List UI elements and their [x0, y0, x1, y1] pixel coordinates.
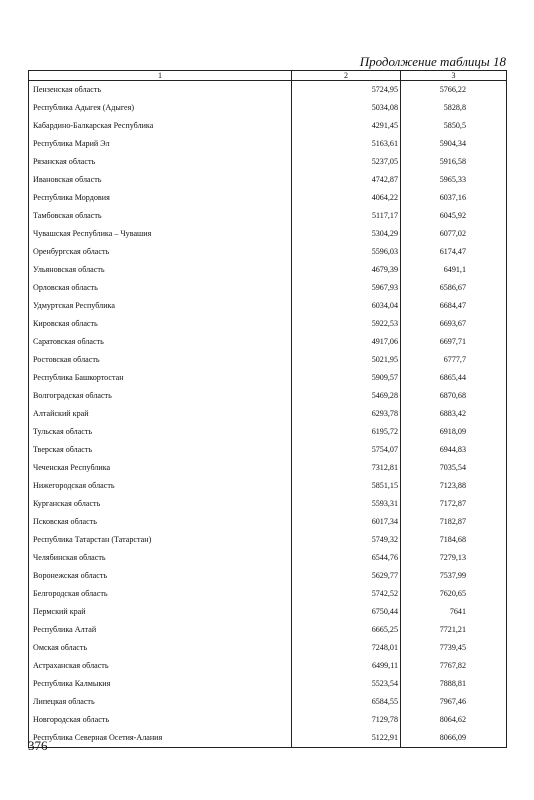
- value-cell-col3: 6944,83: [401, 441, 507, 459]
- region-name-cell: Пензенская область: [29, 81, 292, 100]
- region-name-cell: Омская область: [29, 639, 292, 657]
- table-row: [29, 117, 507, 135]
- value-cell-col3: 6586,67: [401, 279, 507, 297]
- value-cell-col2: 4917,06: [292, 333, 401, 351]
- region-name-cell: Кировская область: [29, 315, 292, 333]
- table-row: [29, 657, 507, 675]
- value-cell-col2: 5523,54: [292, 675, 401, 693]
- region-name-cell: Чеченская Республика: [29, 459, 292, 477]
- table-row: [29, 405, 507, 423]
- value-cell-col2: 5122,91: [292, 729, 401, 748]
- value-cell-col3: 7123,88: [401, 477, 507, 495]
- region-name-cell: Алтайский край: [29, 405, 292, 423]
- table-row: [29, 189, 507, 207]
- value-cell-col3: 6697,71: [401, 333, 507, 351]
- table-row: [29, 387, 507, 405]
- value-cell-col3: 5850,5: [401, 117, 507, 135]
- region-name-cell: Волгоградская область: [29, 387, 292, 405]
- value-cell-col3: 6870,68: [401, 387, 507, 405]
- region-name-cell: Республика Адыгея (Адыгея): [29, 99, 292, 117]
- value-cell-col3: 6693,67: [401, 315, 507, 333]
- value-cell-col2: 6584,55: [292, 693, 401, 711]
- value-cell-col2: 5034,08: [292, 99, 401, 117]
- value-cell-col2: 5117,17: [292, 207, 401, 225]
- value-cell-col3: 6174,47: [401, 243, 507, 261]
- table-row: [29, 603, 507, 621]
- region-name-cell: Чувашская Республика – Чувашия: [29, 225, 292, 243]
- region-name-cell: Пермский край: [29, 603, 292, 621]
- value-cell-col3: 6491,1: [401, 261, 507, 279]
- value-cell-col2: 6750,44: [292, 603, 401, 621]
- value-cell-col2: 7248,01: [292, 639, 401, 657]
- data-table: [28, 70, 507, 748]
- region-name-cell: Удмуртская Республика: [29, 297, 292, 315]
- table-row: [29, 441, 507, 459]
- value-cell-col3: 5965,33: [401, 171, 507, 189]
- table-row: [29, 315, 507, 333]
- column-header: 1: [29, 71, 292, 81]
- table-row: [29, 225, 507, 243]
- table-row: [29, 351, 507, 369]
- region-name-cell: Республика Татарстан (Татарстан): [29, 531, 292, 549]
- region-name-cell: Саратовская область: [29, 333, 292, 351]
- column-header: 2: [292, 71, 401, 81]
- value-cell-col2: 5749,32: [292, 531, 401, 549]
- table-header-row: [29, 71, 507, 81]
- region-name-cell: Республика Марий Эл: [29, 135, 292, 153]
- region-name-cell: Республика Алтай: [29, 621, 292, 639]
- region-name-cell: Тверская область: [29, 441, 292, 459]
- region-name-cell: Псковская область: [29, 513, 292, 531]
- table-row: [29, 171, 507, 189]
- value-cell-col2: 5237,05: [292, 153, 401, 171]
- region-name-cell: Орловская область: [29, 279, 292, 297]
- value-cell-col2: 6499,11: [292, 657, 401, 675]
- table-row: [29, 261, 507, 279]
- value-cell-col2: 5724,95: [292, 81, 401, 100]
- table-row: [29, 495, 507, 513]
- table-row: [29, 279, 507, 297]
- value-cell-col2: 5629,77: [292, 567, 401, 585]
- table-row: [29, 135, 507, 153]
- region-name-cell: Республика Калмыкия: [29, 675, 292, 693]
- table-row: [29, 549, 507, 567]
- value-cell-col2: 5596,03: [292, 243, 401, 261]
- table-continuation-caption: Продолжение таблицы 18: [359, 54, 506, 69]
- table-body: [29, 81, 507, 748]
- region-name-cell: Липецкая область: [29, 693, 292, 711]
- table-row: [29, 297, 507, 315]
- table-row: [29, 81, 507, 100]
- value-cell-col2: 4291,45: [292, 117, 401, 135]
- table-row: [29, 567, 507, 585]
- value-cell-col2: 6544,76: [292, 549, 401, 567]
- region-name-cell: Кабардино-Балкарская Республика: [29, 117, 292, 135]
- region-name-cell: Республика Мордовия: [29, 189, 292, 207]
- value-cell-col3: 6684,47: [401, 297, 507, 315]
- page-number: 376: [28, 738, 48, 753]
- table-row: [29, 369, 507, 387]
- table-row: [29, 207, 507, 225]
- value-cell-col2: 7312,81: [292, 459, 401, 477]
- value-cell-col2: 5304,29: [292, 225, 401, 243]
- value-cell-col3: 6777,7: [401, 351, 507, 369]
- region-name-cell: Ульяновская область: [29, 261, 292, 279]
- value-cell-col3: 6037,16: [401, 189, 507, 207]
- value-cell-col3: 7182,87: [401, 513, 507, 531]
- value-cell-col3: 6918,09: [401, 423, 507, 441]
- value-cell-col2: 6034,04: [292, 297, 401, 315]
- value-cell-col2: 5922,53: [292, 315, 401, 333]
- value-cell-col2: 6195,72: [292, 423, 401, 441]
- value-cell-col3: 7767,82: [401, 657, 507, 675]
- value-cell-col3: 7172,87: [401, 495, 507, 513]
- value-cell-col3: 7721,21: [401, 621, 507, 639]
- value-cell-col2: 6017,34: [292, 513, 401, 531]
- value-cell-col3: 6045,92: [401, 207, 507, 225]
- table-row: [29, 99, 507, 117]
- table-row: [29, 153, 507, 171]
- value-cell-col2: 5742,52: [292, 585, 401, 603]
- value-cell-col3: 7184,68: [401, 531, 507, 549]
- region-name-cell: Курганская область: [29, 495, 292, 513]
- region-name-cell: Белгородская область: [29, 585, 292, 603]
- value-cell-col3: 8064,62: [401, 711, 507, 729]
- region-name-cell: Ростовская область: [29, 351, 292, 369]
- value-cell-col3: 5916,58: [401, 153, 507, 171]
- value-cell-col3: 6077,02: [401, 225, 507, 243]
- region-name-cell: Рязанская область: [29, 153, 292, 171]
- value-cell-col3: 7967,46: [401, 693, 507, 711]
- value-cell-col3: 5904,34: [401, 135, 507, 153]
- region-name-cell: Новгородская область: [29, 711, 292, 729]
- region-name-cell: Ивановская область: [29, 171, 292, 189]
- value-cell-col3: 7035,54: [401, 459, 507, 477]
- table-row: [29, 333, 507, 351]
- value-cell-col2: 4742,87: [292, 171, 401, 189]
- value-cell-col2: 6293,78: [292, 405, 401, 423]
- value-cell-col3: 7279,13: [401, 549, 507, 567]
- table-row: [29, 621, 507, 639]
- value-cell-col2: 7129,78: [292, 711, 401, 729]
- table-row: [29, 675, 507, 693]
- table-row: [29, 711, 507, 729]
- value-cell-col2: 6665,25: [292, 621, 401, 639]
- value-cell-col3: 8066,09: [401, 729, 507, 748]
- value-cell-col3: 6865,44: [401, 369, 507, 387]
- value-cell-col3: 7537,99: [401, 567, 507, 585]
- region-name-cell: Астраханская область: [29, 657, 292, 675]
- value-cell-col2: 5851,15: [292, 477, 401, 495]
- table-row: [29, 693, 507, 711]
- value-cell-col2: 5469,28: [292, 387, 401, 405]
- value-cell-col2: 5021,95: [292, 351, 401, 369]
- region-name-cell: Челябинская область: [29, 549, 292, 567]
- region-name-cell: Оренбургская область: [29, 243, 292, 261]
- region-name-cell: Республика Северная Осетия-Алания: [29, 729, 292, 748]
- value-cell-col2: 5163,61: [292, 135, 401, 153]
- table-row: [29, 423, 507, 441]
- region-name-cell: Нижегородская область: [29, 477, 292, 495]
- table-row: [29, 639, 507, 657]
- value-cell-col3: 7739,45: [401, 639, 507, 657]
- value-cell-col3: 7888,81: [401, 675, 507, 693]
- table-row: [29, 513, 507, 531]
- region-name-cell: Республика Башкортостан: [29, 369, 292, 387]
- value-cell-col2: 5593,31: [292, 495, 401, 513]
- table-row: [29, 459, 507, 477]
- table-row: [29, 531, 507, 549]
- value-cell-col3: 5828,8: [401, 99, 507, 117]
- value-cell-col3: 6883,42: [401, 405, 507, 423]
- value-cell-col2: 5909,57: [292, 369, 401, 387]
- value-cell-col2: 5967,93: [292, 279, 401, 297]
- value-cell-col3: 7641: [401, 603, 507, 621]
- value-cell-col3: 5766,22: [401, 81, 507, 100]
- value-cell-col2: 4679,39: [292, 261, 401, 279]
- table-row: [29, 585, 507, 603]
- region-name-cell: Воронежская область: [29, 567, 292, 585]
- region-name-cell: Тамбовская область: [29, 207, 292, 225]
- value-cell-col3: 7620,65: [401, 585, 507, 603]
- table-row: [29, 729, 507, 748]
- table-row: [29, 243, 507, 261]
- table-row: [29, 477, 507, 495]
- value-cell-col2: 5754,07: [292, 441, 401, 459]
- region-name-cell: Тульская область: [29, 423, 292, 441]
- value-cell-col2: 4064,22: [292, 189, 401, 207]
- column-header: 3: [401, 71, 507, 81]
